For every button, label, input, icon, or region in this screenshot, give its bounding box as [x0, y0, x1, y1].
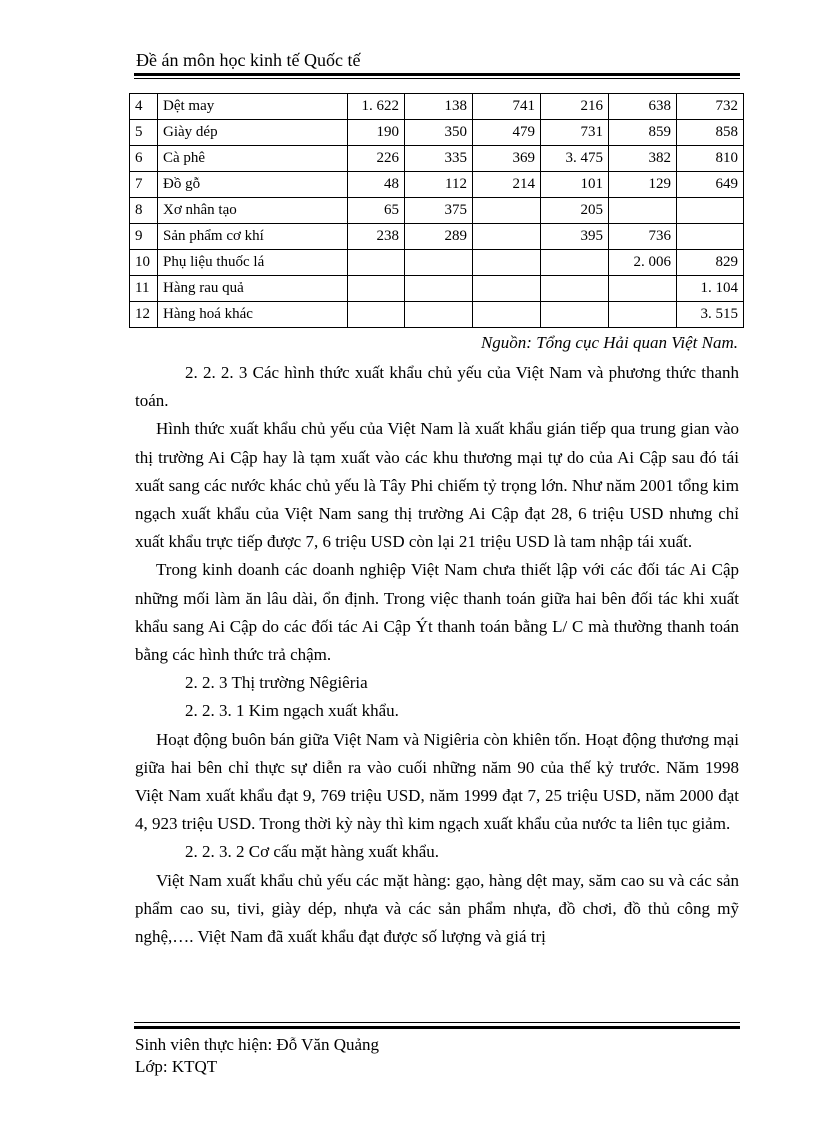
page-header-title: Đề án môn học kinh tế Quốc tế — [136, 50, 361, 70]
paragraph: Hình thức xuất khẩu chủ yếu của Việt Nam là xuất khẩu gián tiếp qua trung gian vào thị trường Ai Cập hay là tạm xuất vào các khu thương mại tự do của Ai Cập sau đó tái xuất sang các nước khác chủ yếu là Tây Phi chiếm tỷ trọng lớn. Như năm 2001 tổng kim ngạch xuất khẩu của Việt Nam sang thị trường Ai Cập đạt 28, 6 triệu USD nhưng chỉ xuất khẩu trực tiếp được 7, 6 triệu USD còn lại 21 triệu USD là tam nhập tái xuất. — [135, 419, 739, 552]
item-name-cell: Giày dép — [158, 120, 348, 146]
value-cell: 375 — [405, 198, 473, 224]
value-cell: 138 — [405, 94, 473, 120]
value-cell: 101 — [541, 172, 609, 198]
value-cell: 731 — [541, 120, 609, 146]
value-cell: 190 — [348, 120, 405, 146]
value-cell — [348, 302, 405, 328]
value-cell — [473, 250, 541, 276]
row-number-cell: 10 — [130, 250, 158, 276]
export-items-table — [129, 93, 744, 328]
value-cell: 638 — [609, 94, 677, 120]
table-row — [130, 250, 744, 276]
value-cell — [473, 276, 541, 302]
value-cell: 369 — [473, 146, 541, 172]
paragraph: Trong kinh doanh các doanh nghiệp Việt Nam chưa thiết lập với các đối tác Ai Cập những mối làm ăn lâu dài, ổn định. Trong việc thanh toán giữa hai bên đối tác khi xuất khẩu sang Ai Cập do các đối tác Ai Cập Ýt thanh toán bằng L/ C mà thường thanh toán bằng các hình thức trả chậm. — [135, 560, 739, 665]
footer-rule-thin — [134, 1022, 740, 1023]
value-cell — [473, 224, 541, 250]
table-row — [130, 146, 744, 172]
value-cell: 205 — [541, 198, 609, 224]
value-cell — [609, 276, 677, 302]
section-heading: 2. 2. 3. 2 Cơ cấu mặt hàng xuất khẩu. — [185, 842, 440, 862]
row-number-cell: 11 — [130, 276, 158, 302]
section-heading: 2. 2. 2. 3 Các hình thức xuất khẩu chủ yếu của Việt Nam và phương thức thanh toán. — [135, 363, 739, 411]
footer-student: Sinh viên thực hiện: Đỗ Văn Quảng — [135, 1035, 380, 1054]
value-cell — [541, 276, 609, 302]
row-number-cell: 4 — [130, 94, 158, 120]
value-cell: 479 — [473, 120, 541, 146]
paragraph: Việt Nam xuất khẩu chủ yếu các mặt hàng: gạo, hàng dệt may, săm cao su và các sản phẩm cao su, tivi, giày dép, nhựa và các sản phẩm nhựa, đồ chơi, đồ thủ công mỹ nghệ,…. Việt Nam đã xuất khẩu đạt được số lượng và giá trị — [135, 870, 739, 947]
footer-class: Lớp: KTQT — [135, 1057, 218, 1076]
value-cell: 3. 515 — [677, 302, 744, 328]
item-name-cell: Dệt may — [158, 94, 348, 120]
item-name-cell: Cà phê — [158, 146, 348, 172]
value-cell — [405, 302, 473, 328]
section-heading: 2. 2. 3. 1 Kim ngạch xuất khẩu. — [185, 701, 399, 721]
value-cell: 1. 622 — [348, 94, 405, 120]
table-row — [130, 302, 744, 328]
table-row — [130, 172, 744, 198]
item-name-cell: Đồ gỗ — [158, 172, 348, 198]
value-cell — [677, 224, 744, 250]
body-text — [135, 359, 739, 951]
item-name-cell: Xơ nhân tạo — [158, 198, 348, 224]
value-cell: 238 — [348, 224, 405, 250]
value-cell — [541, 302, 609, 328]
row-number-cell: 7 — [130, 172, 158, 198]
row-number-cell: 12 — [130, 302, 158, 328]
value-cell — [405, 250, 473, 276]
item-name-cell: Hàng hoá khác — [158, 302, 348, 328]
value-cell: 112 — [405, 172, 473, 198]
footer-rule-thick — [134, 1026, 740, 1029]
value-cell — [677, 198, 744, 224]
item-name-cell: Phụ liệu thuốc lá — [158, 250, 348, 276]
value-cell — [405, 276, 473, 302]
value-cell — [473, 302, 541, 328]
value-cell: 214 — [473, 172, 541, 198]
value-cell: 858 — [677, 120, 744, 146]
table-row — [130, 120, 744, 146]
item-name-cell: Sản phẩm cơ khí — [158, 224, 348, 250]
header-rule-thin — [134, 78, 740, 79]
table-source-note: Nguồn: Tổng cục Hải quan Việt Nam. — [480, 333, 738, 352]
value-cell: 48 — [348, 172, 405, 198]
value-cell: 1. 104 — [677, 276, 744, 302]
value-cell: 226 — [348, 146, 405, 172]
table-row — [130, 276, 744, 302]
value-cell — [348, 250, 405, 276]
row-number-cell: 9 — [130, 224, 158, 250]
value-cell: 382 — [609, 146, 677, 172]
value-cell: 2. 006 — [609, 250, 677, 276]
value-cell: 810 — [677, 146, 744, 172]
value-cell: 129 — [609, 172, 677, 198]
value-cell — [609, 198, 677, 224]
value-cell — [609, 302, 677, 328]
value-cell: 741 — [473, 94, 541, 120]
row-number-cell: 6 — [130, 146, 158, 172]
item-name-cell: Hàng rau quả — [158, 276, 348, 302]
value-cell: 3. 475 — [541, 146, 609, 172]
value-cell: 350 — [405, 120, 473, 146]
value-cell: 335 — [405, 146, 473, 172]
value-cell — [473, 198, 541, 224]
value-cell: 859 — [609, 120, 677, 146]
table-row — [130, 224, 744, 250]
value-cell — [348, 276, 405, 302]
row-number-cell: 8 — [130, 198, 158, 224]
value-cell: 289 — [405, 224, 473, 250]
value-cell: 732 — [677, 94, 744, 120]
value-cell: 649 — [677, 172, 744, 198]
value-cell: 65 — [348, 198, 405, 224]
header-rule-thick — [134, 73, 740, 76]
section-heading: 2. 2. 3 Thị trường Nêgiêria — [185, 673, 368, 693]
table-row — [130, 94, 744, 120]
value-cell: 736 — [609, 224, 677, 250]
value-cell: 829 — [677, 250, 744, 276]
value-cell — [541, 250, 609, 276]
paragraph: Hoạt động buôn bán giữa Việt Nam và Nigiêria còn khiên tốn. Hoạt động thương mại giữa hai bên chỉ thực sự diễn ra vào cuối những năm 90 của thế kỷ trước. Năm 1998 Việt Nam xuất khẩu đạt 9, 769 triệu USD, năm 1999 đạt 7, 25 triệu USD, năm 2000 đạt 4, 923 triệu USD. Trong thời kỳ này thì kim ngạch xuất khẩu của nước ta liên tục giảm. — [135, 729, 739, 834]
table-row — [130, 198, 744, 224]
value-cell: 395 — [541, 224, 609, 250]
row-number-cell: 5 — [130, 120, 158, 146]
value-cell: 216 — [541, 94, 609, 120]
